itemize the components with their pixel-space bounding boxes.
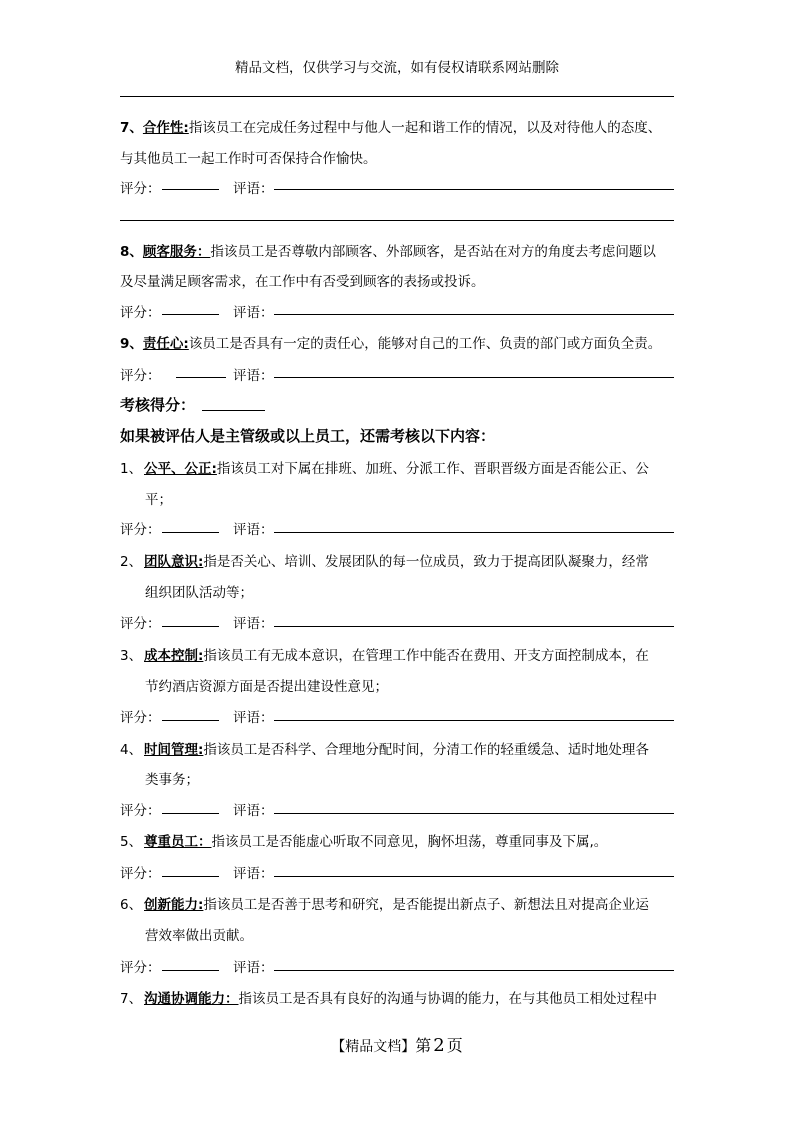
item-9 (120, 332, 661, 352)
comment-blank[interactable] (274, 532, 674, 533)
footer-bracket: 【精品文档】 (331, 1039, 416, 1055)
item-number: 2、 (120, 554, 143, 570)
score-blank[interactable] (162, 970, 219, 971)
sup-item-1 (120, 457, 649, 477)
item-title: 合作性: (142, 120, 189, 136)
item-number: 5、 (120, 834, 143, 850)
item-description: 指该员工是否具有良好的沟通与协调的能力，在与其他员工相处过程中 (238, 991, 657, 1007)
score-blank[interactable] (176, 377, 226, 378)
score-blank[interactable] (162, 720, 219, 721)
header-rule (120, 96, 674, 97)
score-label: 评分： (120, 305, 161, 321)
total-score-label: 考核得分： (120, 396, 196, 414)
sup-item-6 (120, 893, 649, 913)
sup-item-4 (120, 738, 649, 758)
score-blank[interactable] (162, 532, 219, 533)
comment-blank[interactable] (274, 720, 674, 721)
footer-page-prefix: 第 (415, 1036, 432, 1055)
score-label: 评分： (120, 866, 161, 882)
score-label: 评分： (120, 522, 161, 538)
comment-blank-extra[interactable] (120, 220, 674, 221)
score-label: 评分： (120, 368, 161, 384)
item-title: 顾客服务： (142, 244, 211, 260)
score-label: 评分： (120, 803, 161, 819)
supervisor-heading: 如果被评估人是主管级或以上员工，还需考核以下内容： (120, 427, 496, 445)
score-label: 评分： (120, 960, 161, 976)
score-label: 评分： (120, 616, 161, 632)
item-7 (120, 116, 661, 136)
item-description: 指该员工对下属在排班、加班、分派工作、晋职晋级方面是否能公正、公 (216, 461, 649, 477)
item-number: 9、 (120, 336, 143, 352)
item-description: 指该员工在完成任务过程中与他人一起和谐工作的情况，以及对待他人的态度、 (188, 120, 662, 136)
comment-label: 评语： (233, 368, 274, 384)
page-number: 2 (433, 1035, 445, 1056)
comment-blank[interactable] (274, 626, 674, 627)
item-8-cont: 及尽量满足顾客需求，在工作中有否受到顾客的表扬或投诉。 (120, 274, 485, 290)
comment-blank[interactable] (274, 970, 674, 971)
comment-label: 评语： (233, 522, 274, 538)
item-title: 公平、公正: (144, 461, 217, 477)
comment-label: 评语： (233, 305, 274, 321)
item-number: 6、 (120, 897, 143, 913)
comment-blank[interactable] (274, 876, 674, 877)
item-title: 沟通协调能力： (144, 991, 239, 1007)
item-description: 指该员工是否善于思考和研究，是否能提出新点子、新想法且对提高企业运 (203, 897, 649, 913)
item-description: 指该员工有无成本意识，在管理工作中能否在费用、开支方面控制成本，在 (203, 648, 649, 664)
item-description: 指该员工是否尊敬内部顾客、外部顾客，是否站在对方的角度去考虑问题以 (210, 244, 656, 260)
item-number: 4、 (120, 742, 143, 758)
item-title: 尊重员工： (144, 834, 212, 850)
item-number: 7、 (120, 991, 143, 1007)
score-blank[interactable] (162, 189, 219, 190)
sup-item-2-cont: 组织团队活动等； (145, 585, 253, 601)
item-title: 时间管理: (144, 742, 204, 758)
comment-blank[interactable] (274, 314, 674, 315)
item-title: 创新能力: (144, 897, 204, 913)
item-8 (120, 240, 656, 260)
comment-label: 评语： (233, 181, 274, 197)
comment-label: 评语： (233, 616, 274, 632)
item-title: 团队意识: (144, 554, 204, 570)
sup-item-3-cont: 节约酒店资源方面是否提出建设性意见； (145, 679, 388, 695)
item-number: 8、 (120, 244, 143, 260)
comment-blank[interactable] (274, 189, 674, 190)
item-title: 成本控制: (144, 648, 204, 664)
total-score-blank[interactable] (202, 410, 265, 411)
sup-item-1-cont: 平； (145, 492, 172, 508)
comment-blank[interactable] (274, 813, 674, 814)
sup-item-7 (120, 987, 657, 1007)
score-blank[interactable] (162, 314, 219, 315)
item-7-cont: 与其他员工一起工作时可否保持合作愉快。 (120, 151, 377, 167)
item-description: 指是否关心、培训、发展团队的每一位成员，致力于提高团队凝聚力，经常 (203, 554, 649, 570)
sup-item-4-cont: 类事务； (145, 772, 199, 788)
document-header: 精品文档，仅供学习与交流，如有侵权请联系网站删除 (235, 60, 559, 76)
sup-item-5 (120, 830, 607, 850)
item-number: 1、 (120, 461, 143, 477)
page-footer (0, 1033, 794, 1056)
score-label: 评分： (120, 181, 161, 197)
item-description: 指该员工是否科学、合理地分配时间，分清工作的轻重缓急、适时地处理各 (203, 742, 649, 758)
comment-label: 评语： (233, 803, 274, 819)
sup-item-3 (120, 644, 649, 664)
sup-item-2 (120, 550, 649, 570)
score-blank[interactable] (162, 626, 219, 627)
item-number: 3、 (120, 648, 143, 664)
item-description: 该员工是否具有一定的责任心，能够对自己的工作、负责的部门或方面负全责。 (188, 336, 662, 352)
score-blank[interactable] (162, 876, 219, 877)
score-blank[interactable] (162, 813, 219, 814)
comment-label: 评语： (233, 866, 274, 882)
item-number: 7、 (120, 120, 143, 136)
comment-label: 评语： (233, 710, 274, 726)
score-label: 评分： (120, 710, 161, 726)
item-description: 指该员工是否能虚心听取不同意见，胸怀坦荡，尊重同事及下属,。 (211, 834, 608, 850)
sup-item-6-cont: 营效率做出贡献。 (145, 928, 253, 944)
comment-label: 评语： (233, 960, 274, 976)
item-title: 责任心: (142, 336, 189, 352)
comment-blank[interactable] (274, 377, 674, 378)
footer-page-suffix: 页 (446, 1036, 463, 1055)
